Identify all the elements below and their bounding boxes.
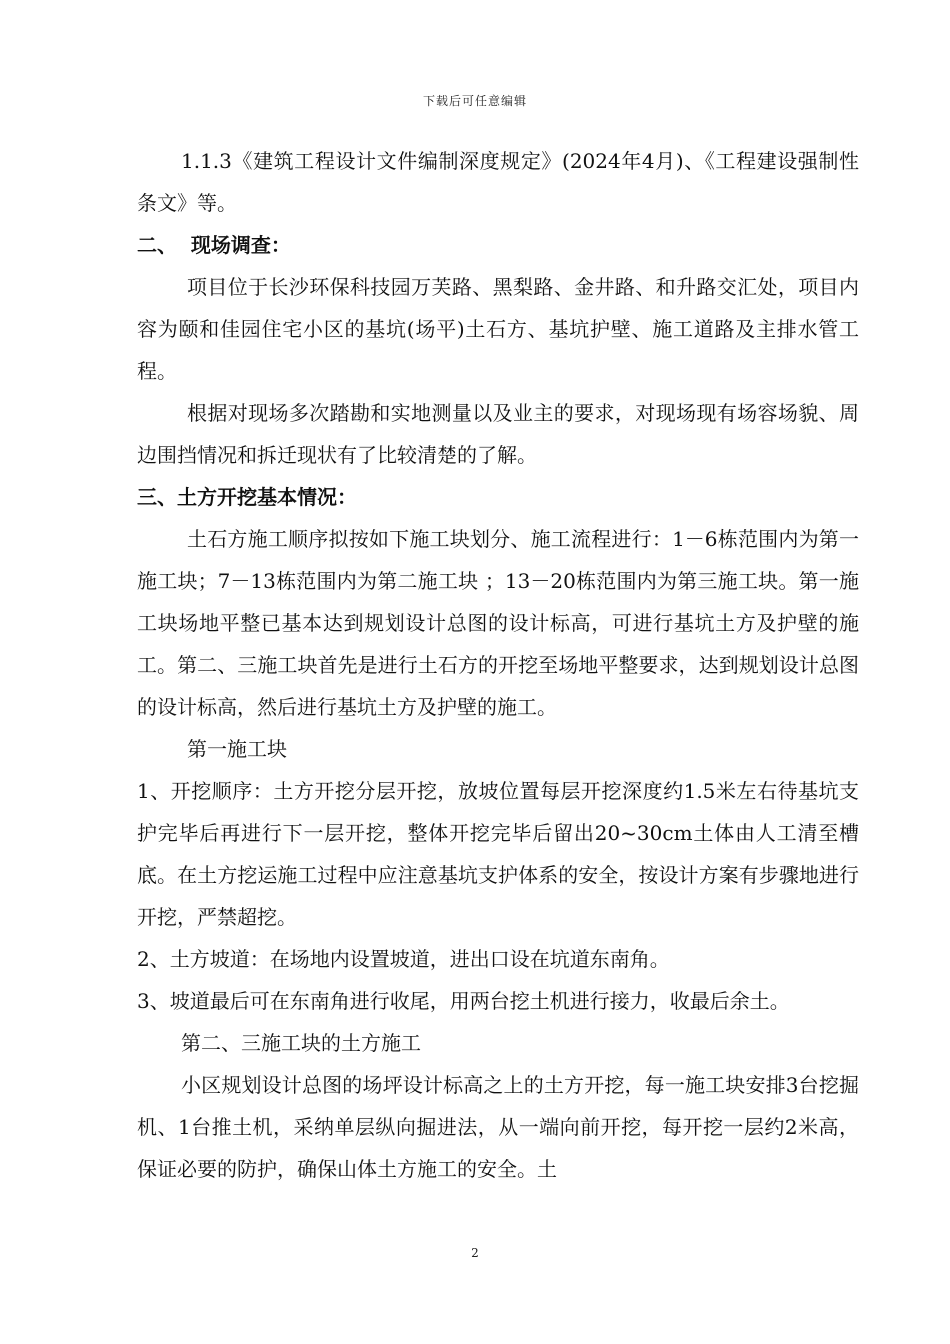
section-heading-excavation: 三、土方开挖基本情况： [137, 485, 357, 509]
paragraph-earthwork-method: 小区规划设计总图的场坪设计标高之上的土方开挖，每一施工块安排3台挖掘机、1台推土机，采纳单层纵向掘进法，从一端向前开挖，每开挖一层约2米高，保证必要的防护，确保山体土方施工的安全。土 [137, 1073, 859, 1181]
list-item-ramp-closing: 3、坡道最后可在东南角进行收尾，用两台挖土机进行接力，收最后余土。 [137, 989, 790, 1013]
paragraph-standards: 1.1.3《建筑工程设计文件编制深度规定》(2024年4月)、《工程建设强制性条文》等。 [137, 149, 859, 215]
section-heading-site-survey: 二、 现场调查： [137, 233, 291, 257]
page-number: 2 [471, 1246, 479, 1260]
subheading-first-block: 第一施工块 [187, 737, 287, 761]
paragraph-project-location: 项目位于长沙环保科技园万芙路、黑梨路、金井路、和升路交汇处，项目内容为颐和佳园住宅小区的基坑(场平)土石方、基坑护壁、施工道路及主排水管工程。 [137, 275, 859, 383]
subheading-second-third-block: 第二、三施工块的土方施工 [181, 1031, 421, 1055]
paragraph-site-condition: 根据对现场多次踏勘和实地测量以及业主的要求，对现场现有场容场貌、周边围挡情况和拆迁现状有了比较清楚的了解。 [137, 401, 859, 467]
page-header: 下载后可任意编辑 [422, 94, 527, 108]
document-body [137, 140, 859, 1190]
list-item-ramp: 2、土方坡道：在场地内设置坡道，进出口设在坑道东南角。 [137, 947, 670, 971]
list-item-excavation-order: 1、开挖顺序：土方开挖分层开挖，放坡位置每层开挖深度约1.5米左右待基坑支护完毕后再进行下一层开挖，整体开挖完毕后留出20~30cm土体由人工清至槽底。在土方挖运施工过程中应注意基坑支护体系的安全，按设计方案有步骤地进行开挖，严禁超挖。 [137, 779, 859, 929]
paragraph-construction-sequence: 土石方施工顺序拟按如下施工块划分、施工流程进行：1－6栋范围内为第一施工块；7－13栋范围内为第二施工块 ；13－20栋范围内为第三施工块。第一施工块场地平整已基本达到规划设计总图的设计标高，可进行基坑土方及护壁的施工。第二、三施工块首先是进行土石方的开挖至场地平整要求，达到规划设计总图的设计标高，然后进行基坑土方及护壁的施工。 [137, 527, 859, 719]
